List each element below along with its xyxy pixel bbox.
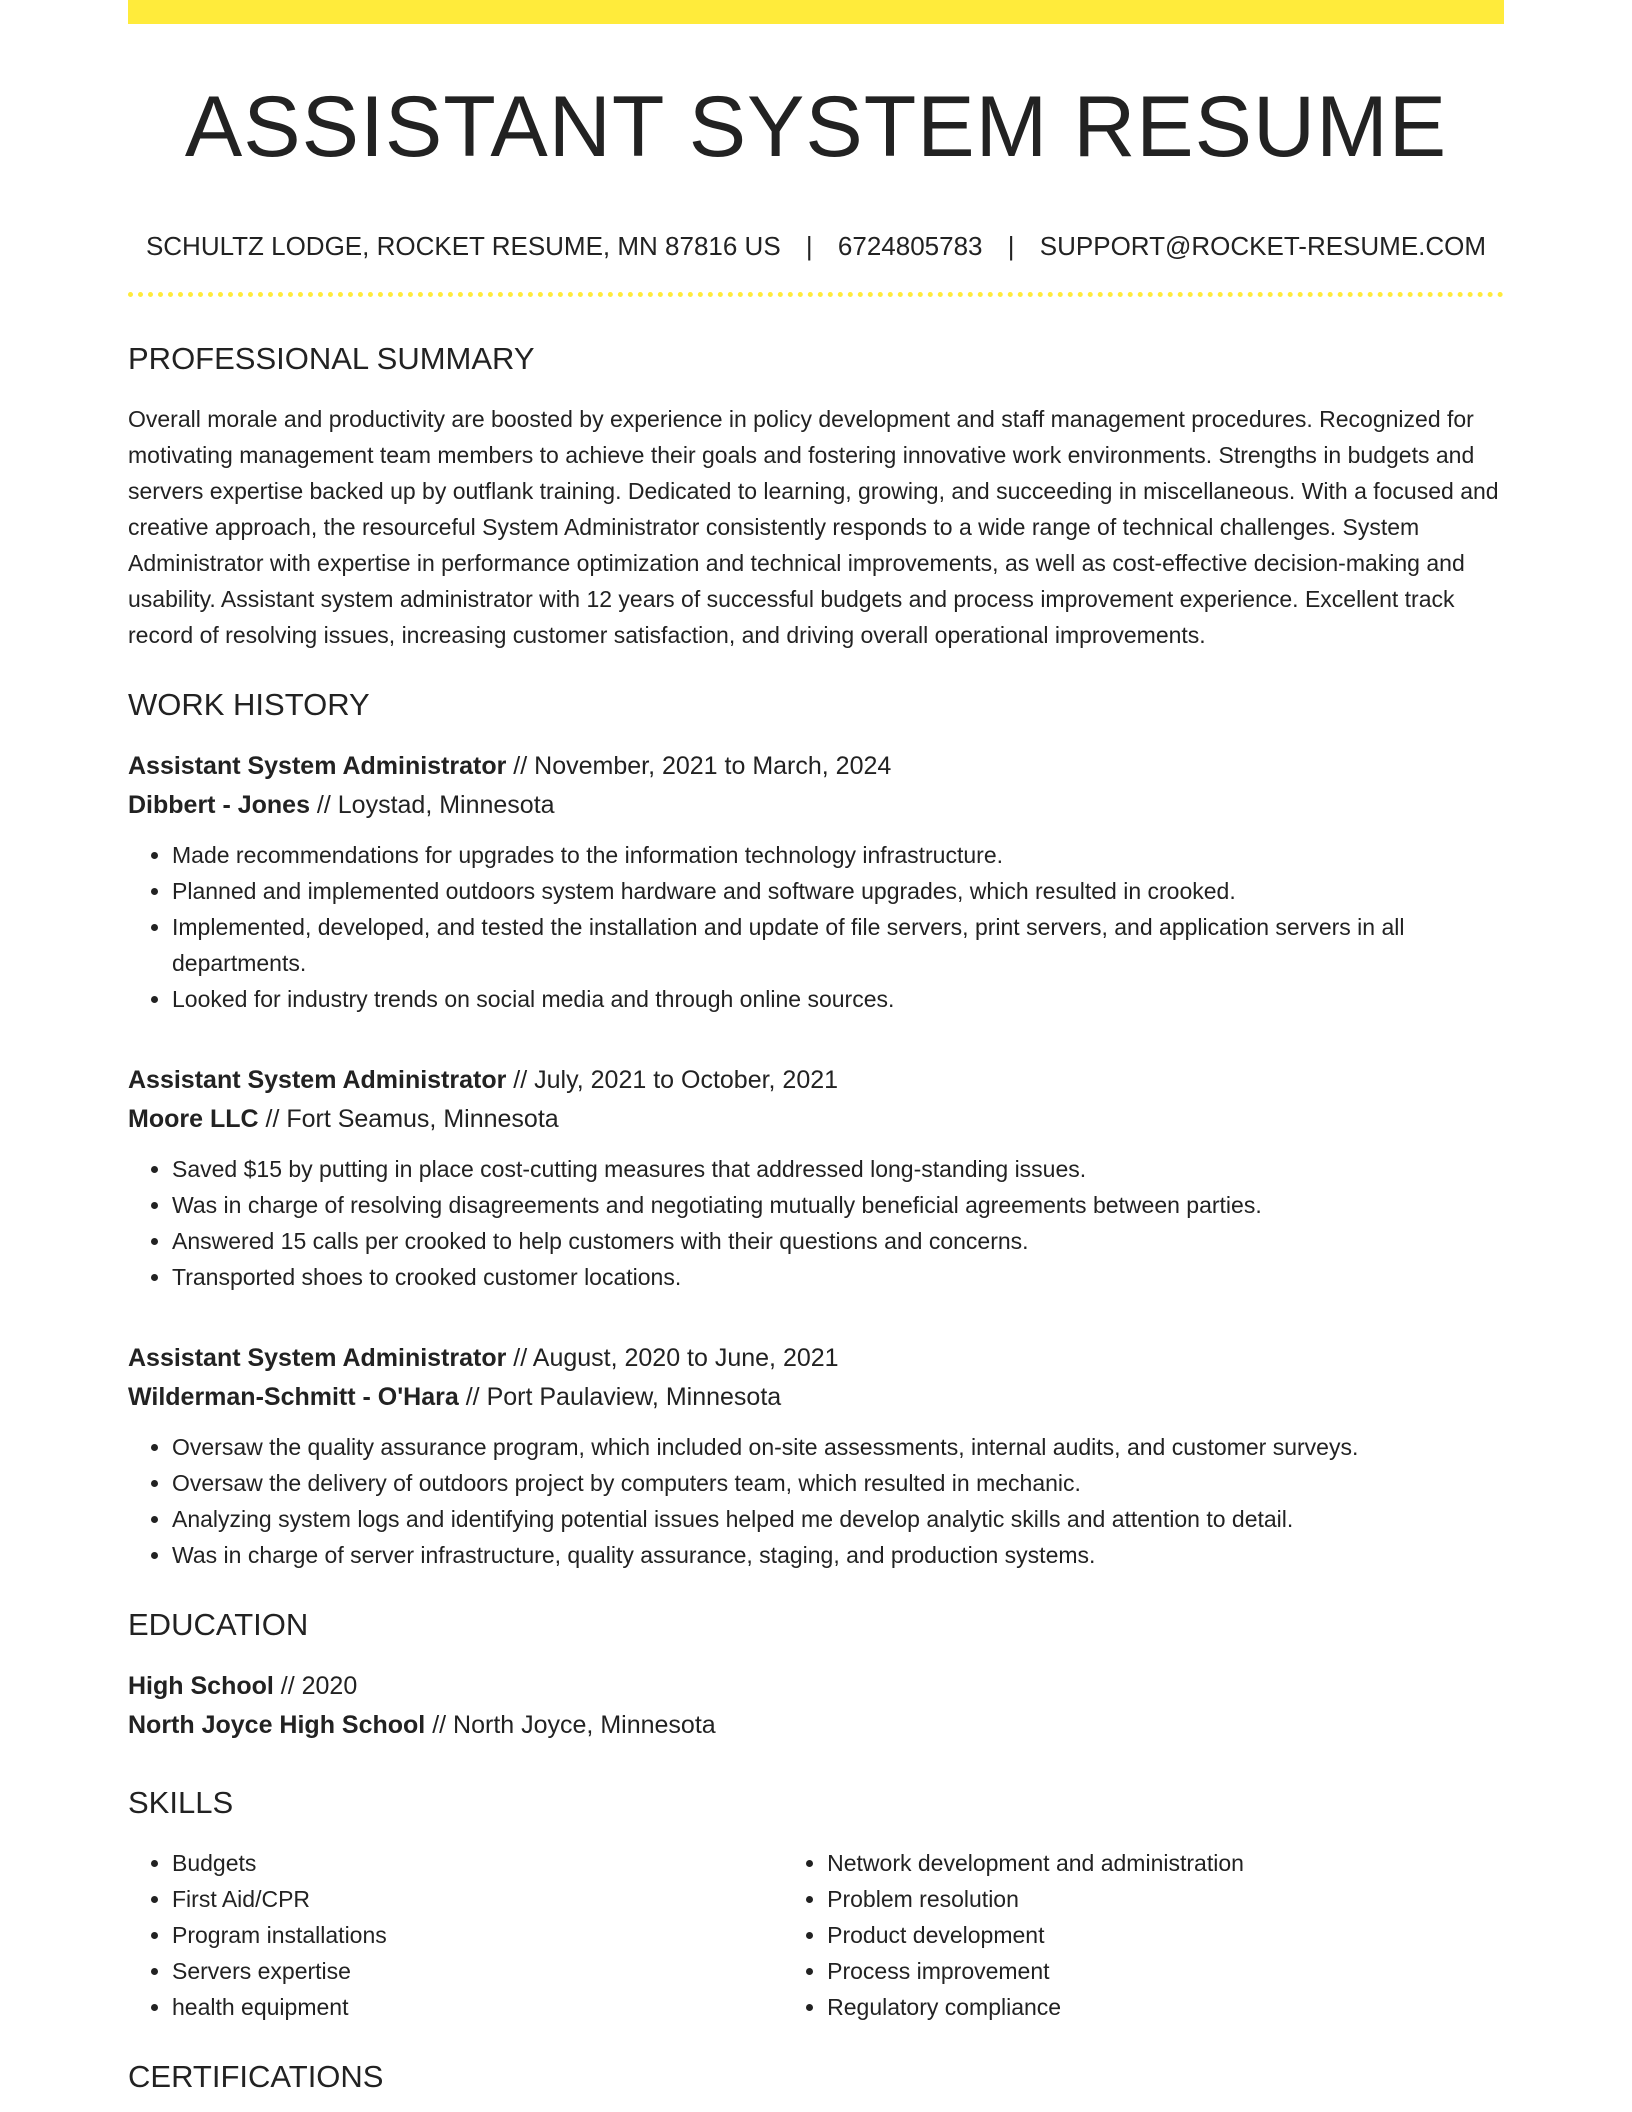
skill-item: • health equipment <box>172 1989 783 2025</box>
job-bullet: • Answered 15 calls per crooked to help customers with their questions and concerns. <box>172 1223 1504 1259</box>
job-bullet: • Planned and implemented outdoors system hardware and software upgrades, which resulted in crooked. <box>172 873 1504 909</box>
contact-line <box>128 231 1504 262</box>
job-company-line <box>128 786 1504 825</box>
education-year: // 2020 <box>273 1671 358 1700</box>
job-title-line <box>128 747 1504 786</box>
education-degree-line <box>128 1667 1504 1706</box>
job-entry <box>128 1339 1504 1573</box>
contact-separator: | <box>1007 230 1015 261</box>
job-bullet: • Transported shoes to crooked customer locations. <box>172 1259 1504 1295</box>
job-location: // Fort Seamus, Minnesota <box>258 1104 559 1133</box>
contact-phone: 6724805783 <box>837 230 983 261</box>
job-entry <box>128 747 1504 1017</box>
job-bullet: • Implemented, developed, and tested the installation and update of file servers, print servers, and application servers in all departments. <box>172 909 1504 981</box>
contact-separator: | <box>805 230 813 261</box>
job-title-line <box>128 1061 1504 1100</box>
education-degree: High School <box>128 1671 274 1700</box>
job-bullet: • Analyzing system logs and identifying potential issues helped me develop analytic skills and attention to detail. <box>172 1501 1504 1537</box>
resume-page <box>128 0 1504 2095</box>
job-bullet: • Oversaw the delivery of outdoors project by computers team, which resulted in mechanic. <box>172 1465 1504 1501</box>
job-bullets <box>128 1429 1504 1573</box>
job-bullet: • Was in charge of server infrastructure, quality assurance, staging, and production systems. <box>172 1537 1504 1573</box>
job-bullet: • Oversaw the quality assurance program, which included on-site assessments, internal audits, and customer surveys. <box>172 1429 1504 1465</box>
skill-item: • Servers expertise <box>172 1953 783 1989</box>
resume-title: ASSISTANT SYSTEM RESUME <box>184 79 1448 175</box>
contact-address: SCHULTZ LODGE, ROCKET RESUME, MN 87816 US <box>145 230 781 261</box>
education-entry <box>128 1667 1504 1745</box>
skill-item: • Budgets <box>172 1845 783 1881</box>
skill-item: • Product development <box>827 1917 1504 1953</box>
job-company: Moore LLC <box>128 1104 259 1133</box>
job-company: Dibbert - Jones <box>128 790 310 819</box>
skills-list-left <box>128 1845 783 2025</box>
skill-item: • Program installations <box>172 1917 783 1953</box>
skills-list-right <box>783 1845 1504 2025</box>
dotted-divider <box>128 292 1504 297</box>
job-bullet: • Was in charge of resolving disagreements and negotiating mutually beneficial agreements between parties. <box>172 1187 1504 1223</box>
job-bullet: • Looked for industry trends on social media and through online sources. <box>172 981 1504 1017</box>
education-location: // North Joyce, Minnesota <box>425 1710 716 1739</box>
job-company: Wilderman-Schmitt - O'Hara <box>128 1382 459 1411</box>
education-school-line <box>128 1706 1504 1745</box>
job-bullets <box>128 837 1504 1017</box>
certifications-heading: CERTIFICATIONS <box>128 2058 384 2094</box>
job-company-line <box>128 1100 1504 1139</box>
job-company-line <box>128 1378 1504 1417</box>
job-bullets <box>128 1151 1504 1295</box>
job-entry <box>128 1061 1504 1295</box>
skill-item: • Process improvement <box>827 1953 1504 1989</box>
job-title: Assistant System Administrator <box>128 1343 507 1372</box>
job-bullet: • Made recommendations for upgrades to the information technology infrastructure. <box>172 837 1504 873</box>
summary-heading: PROFESSIONAL SUMMARY <box>128 340 535 376</box>
skill-item: • Regulatory compliance <box>827 1989 1504 2025</box>
job-title: Assistant System Administrator <box>128 751 507 780</box>
job-location: // Port Paulaview, Minnesota <box>458 1382 782 1411</box>
skill-item: • Network development and administration <box>827 1845 1504 1881</box>
job-dates: // November, 2021 to March, 2024 <box>506 751 892 780</box>
job-title: Assistant System Administrator <box>128 1065 507 1094</box>
skills-columns <box>128 1845 1504 2025</box>
summary-text: Overall morale and productivity are boosted by experience in policy development and staff management procedures. Recognized for motivating management team members to achieve their goals and fostering innovative work environments. Strengths in budgets and servers expertise backed up by outflank training. Dedicated to learning, growing, and succeeding in miscellaneous. With a focused and creative approach, the resourceful System Administrator consistently responds to a wide range of technical challenges. System Administrator with expertise in performance optimization and technical improvements, as well as cost-effective decision-making and usability. Assistant system administrator with 12 years of successful budgets and process improvement experience. Excellent track record of resolving issues, increasing customer satisfaction, and driving overall operational improvements. <box>128 405 1499 648</box>
education-school: North Joyce High School <box>128 1710 426 1739</box>
job-dates: // August, 2020 to June, 2021 <box>506 1343 839 1372</box>
job-bullet: • Saved $15 by putting in place cost-cutting measures that addressed long-standing issues. <box>172 1151 1504 1187</box>
accent-bar <box>128 0 1504 24</box>
skill-item: • First Aid/CPR <box>172 1881 783 1917</box>
work-history-heading: WORK HISTORY <box>128 686 370 722</box>
skills-heading: SKILLS <box>128 1784 234 1820</box>
job-title-line <box>128 1339 1504 1378</box>
skill-item: • Problem resolution <box>827 1881 1504 1917</box>
job-location: // Loystad, Minnesota <box>309 790 555 819</box>
education-heading: EDUCATION <box>128 1606 309 1642</box>
contact-email: SUPPORT@ROCKET-RESUME.COM <box>1039 230 1487 261</box>
job-dates: // July, 2021 to October, 2021 <box>506 1065 839 1094</box>
